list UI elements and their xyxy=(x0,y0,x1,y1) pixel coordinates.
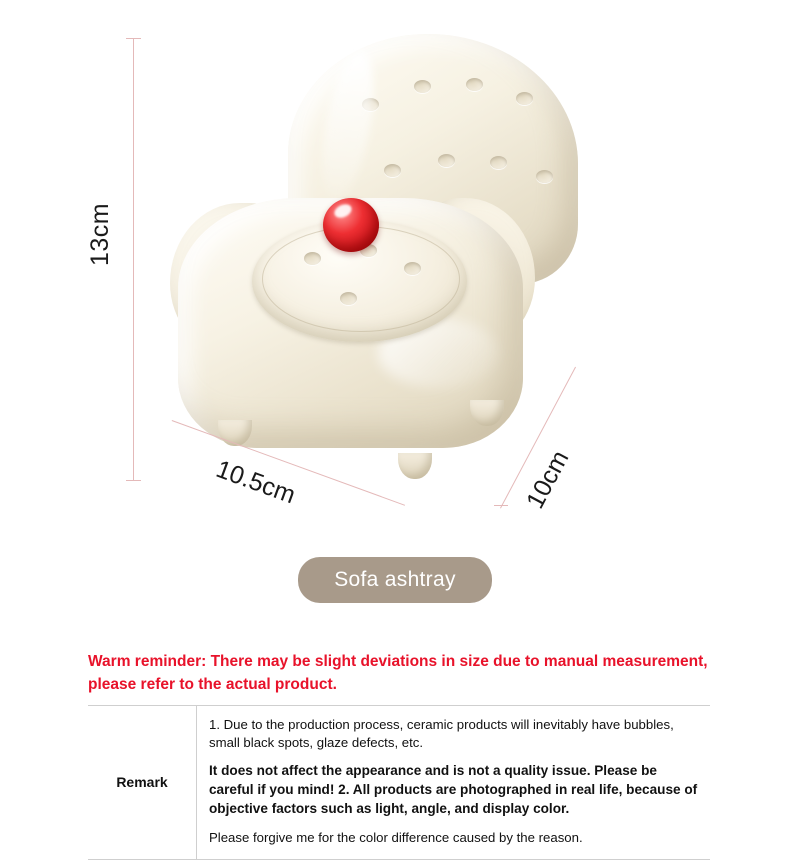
tuft-dimple xyxy=(490,156,507,169)
height-dimension-cap-bottom xyxy=(126,480,141,481)
remark-paragraph: 1. Due to the production process, ceramic products will inevitably have bubbles, small black spots, glaze defects, etc. xyxy=(209,717,674,751)
remark-paragraph: Please forgive me for the color difference caused by the reason. xyxy=(209,829,583,845)
height-dimension-label: 13cm xyxy=(86,202,114,266)
product-title-wrapper xyxy=(0,557,790,603)
tuft-dimple xyxy=(438,154,455,167)
remark-paragraph: It does not affect the appearance and is not a quality issue. Please be careful if you mind! 2. All products are photographed in real life, because of objective factors such as light, angle, and display color. xyxy=(209,763,698,816)
product-title-pill: Sofa ashtray xyxy=(298,557,492,603)
width-dimension-label: 10.5cm xyxy=(212,455,300,510)
tuft-dimple xyxy=(536,170,553,183)
remark-table xyxy=(88,705,710,860)
tuft-dimple xyxy=(384,164,401,177)
depth-dimension-label: 10cm xyxy=(521,446,575,514)
sofa-ashtray-illustration xyxy=(170,28,590,488)
red-ball-knob xyxy=(323,198,379,252)
tuft-dimple xyxy=(362,98,379,111)
remark-body xyxy=(197,706,710,859)
tuft-dimple xyxy=(414,80,431,93)
height-dimension-line xyxy=(133,38,134,480)
warm-reminder-text: Warm reminder: There may be slight deviations in size due to manual measurement, please refer to the actual product. xyxy=(88,653,708,694)
remark-label: Remark xyxy=(88,706,197,859)
tuft-dimple xyxy=(516,92,533,105)
sofa-leg xyxy=(398,453,432,479)
tuft-dimple xyxy=(466,78,483,91)
